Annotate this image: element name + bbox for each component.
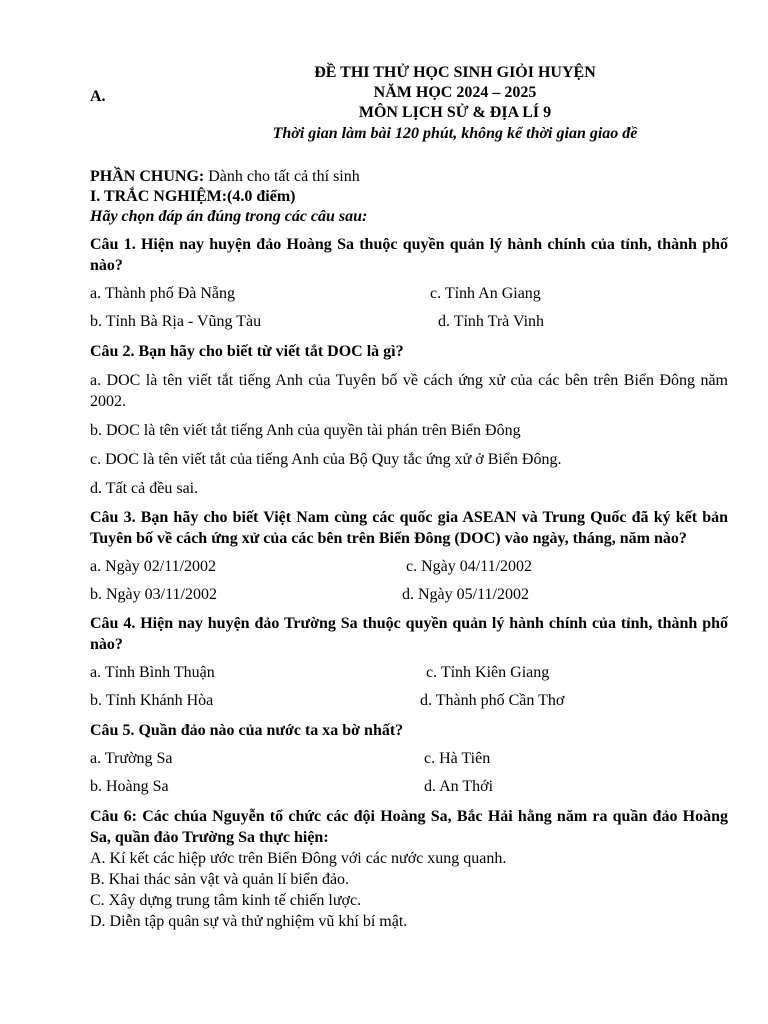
option-d: d. Ngày 05/11/2002: [402, 586, 529, 603]
options-row: [90, 284, 728, 304]
option-a: a. Ngày 02/11/2002: [90, 558, 217, 575]
option-a: a. Tỉnh Bình Thuận: [90, 664, 215, 681]
option-b: b. DOC là tên viết tắt tiếng Anh của quyền tài phán trên Biển Đông: [90, 422, 521, 439]
options-row: [90, 663, 728, 683]
exam-header: [190, 63, 720, 145]
option-c: c. DOC là tên viết tắt của tiếng Anh của Bộ Quy tắc ứng xử ở Biển Đông.: [90, 451, 562, 468]
part-text: Dành cho tất cả thí sinh: [204, 168, 360, 185]
option-b: b. Tỉnh Khánh Hòa: [90, 692, 214, 709]
option-a: a. DOC là tên viết tắt tiếng Anh của Tuyên bố về cách ứng xử của các bên trên Biển Đông năm 2002.: [90, 372, 728, 410]
option-b: b. Hoàng Sa: [90, 778, 169, 795]
option-c: c. Hà Tiên: [424, 750, 491, 767]
options-row: [90, 749, 728, 769]
option-c: C. Xây dựng trung tâm kinh tế chiến lược.: [90, 892, 362, 909]
time-limit: Thời gian làm bài 120 phút, không kể thời gian giao đề: [272, 125, 638, 142]
part-label: PHẦN CHUNG:: [90, 168, 205, 185]
options-row: [90, 777, 728, 797]
left-mark: A.: [90, 88, 106, 105]
question-1: Câu 1. Hiện nay huyện đảo Hoàng Sa thuộc quyền quản lý hành chính của tỉnh, thành phố nào?: [90, 236, 728, 274]
question-4: Câu 4. Hiện nay huyện đảo Trường Sa thuộc quyền quản lý hành chính của tỉnh, thành phố nào?: [90, 615, 728, 653]
option-d: d. Tất cả đều sai.: [90, 480, 199, 497]
question-5: Câu 5. Quần đảo nào của nước ta xa bờ nhất?: [90, 722, 404, 739]
option-d: d. An Thới: [424, 778, 494, 795]
option-c: c. Tỉnh An Giang: [430, 285, 541, 302]
options-row: [90, 585, 728, 605]
option-c: c. Tỉnh Kiên Giang: [426, 664, 550, 681]
option-d: D. Diễn tập quân sự và thử nghiệm vũ khí bí mật.: [90, 913, 408, 930]
option-b: B. Khai thác sản vật và quản lí biển đảo.: [90, 871, 350, 888]
part-heading: [90, 167, 728, 187]
subject: MÔN LỊCH SỬ & ĐỊA LÍ 9: [358, 104, 552, 121]
option-d: d. Thành phố Cần Thơ: [420, 692, 565, 709]
options-row: [90, 557, 728, 577]
question-3: Câu 3. Bạn hãy cho biết Việt Nam cùng các quốc gia ASEAN và Trung Quốc đã ký kết bản Tuyên bố về cách ứng xử của các bên trên Biển Đông (DOC) vào ngày, tháng, năm nào?: [90, 509, 728, 547]
option-b: b. Ngày 03/11/2002: [90, 586, 217, 603]
options-row: [90, 691, 728, 711]
option-c: c. Ngày 04/11/2002: [406, 558, 533, 575]
question-2: Câu 2. Bạn hãy cho biết từ viết tắt DOC là gì?: [90, 343, 404, 360]
options-row: [90, 312, 728, 332]
option-a: a. Trường Sa: [90, 750, 173, 767]
question-6: Câu 6: Các chúa Nguyễn tổ chức các đội Hoàng Sa, Bắc Hải hằng năm ra quần đảo Hoàng Sa, quần đảo Trường Sa thực hiện:: [90, 808, 728, 846]
option-a: A. Kí kết các hiệp ước trên Biển Đông với các nước xung quanh.: [90, 850, 507, 867]
section-title: I. TRẮC NGHIỆM:(4.0 điểm): [90, 188, 296, 205]
exam-title: ĐỀ THI THỬ HỌC SINH GIỎI HUYỆN: [314, 64, 596, 81]
option-d: d. Tỉnh Trà Vinh: [438, 313, 545, 330]
instruction: Hãy chọn đáp án đúng trong các câu sau:: [90, 208, 368, 225]
exam-content: [90, 167, 728, 932]
school-year: NĂM HỌC 2024 – 2025: [373, 84, 537, 101]
option-b: b. Tỉnh Bà Rịa - Vũng Tàu: [90, 313, 262, 330]
option-a: a. Thành phố Đà Nẵng: [90, 285, 235, 302]
